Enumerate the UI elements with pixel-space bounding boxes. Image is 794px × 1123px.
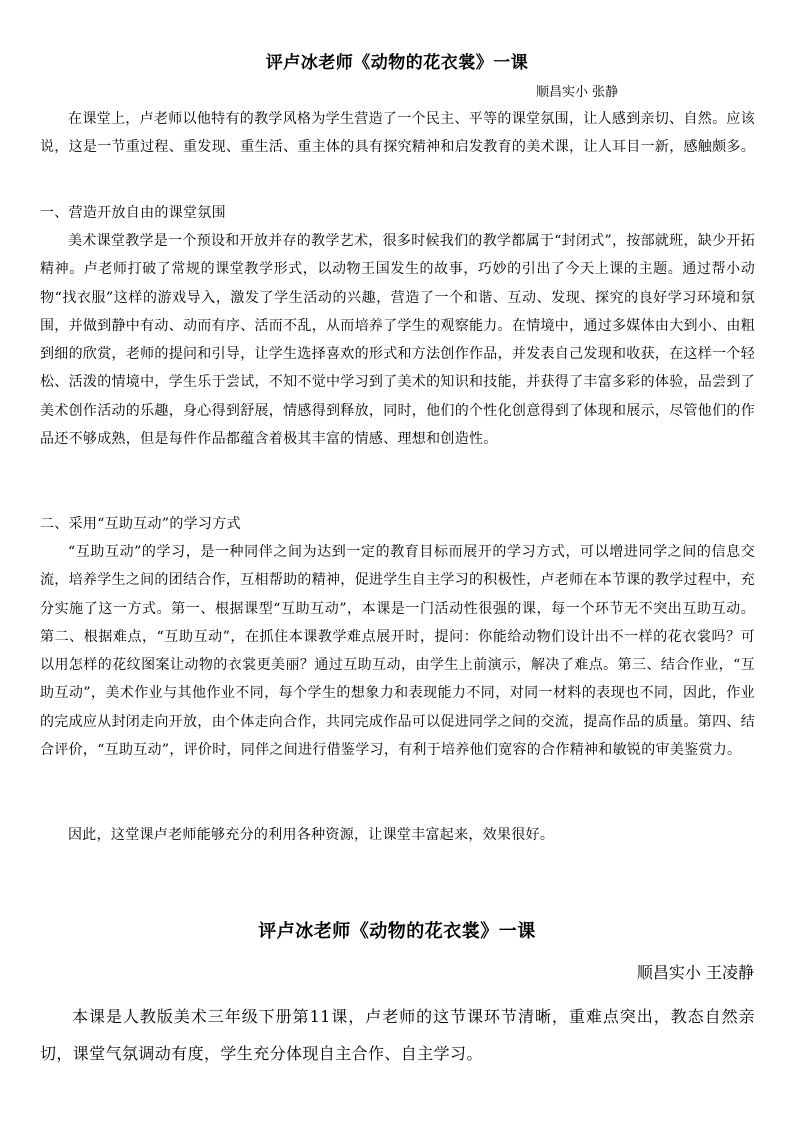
- article1-section2-paragraph: “互助互动”的学习，是一种同伴之间为达到一定的教育目标而展开的学习方式，可以增进同学之间的信息交流，培养学生之间的团结合作，互相帮助的精神，促进学生自主学习的积极性，卢老师在本节课的教学过程中，充分实施了这一方式。第一、根据课型“互助互动”，本课是一门活动性很强的课，每一个环节无不突出互助互动。第二、根据难点，“互助互动”，在抓住本课教学难点展开时，提问：你能给动物们设计出不一样的花衣裳吗？可以用怎样的花纹图案让动物的衣裳更美丽？通过互助互动，由学生上前演示，解决了难点。第三、结合作业，“互助互动”，美术作业与其他作业不同，每个学生的想象力和表现能力不同，对同一材料的表现也不同，因此，作业的完成应从封闭走向开放，由个体走向合作，共同完成作品可以促进同学之间的交流，提高作品的质量。第四、结合评价，“互助互动”，评价时，同伴之间进行借鉴学习，有利于培养他们宽容的合作精神和敏锐的审美鉴赏力。: [40, 544, 755, 759]
- article1-section1-heading: 一、营造开放自由的课堂氛围: [40, 205, 226, 221]
- article1-intro-paragraph: 在课堂上，卢老师以他特有的教学风格为学生营造了一个民主、平等的课堂氛围，让人感到亲切、自然。应该说，这是一节重过程、重发现、重生活、重主体的具有探究精神和启发教育的美术课，让人耳目一新，感触颇多。: [40, 111, 755, 156]
- article2-body-paragraph: 本课是人教版美术三年级下册第11课，卢老师的这节课环节清晰，重难点突出，教态自然亲切，课堂气氛调动有度，学生充分体现自主合作、自主学习。: [40, 1007, 755, 1063]
- article1-section1-paragraph: 美术课堂教学是一个预设和开放并存的教学艺术，很多时候我们的教学都属于“封闭式”，按部就班，缺少开拓精神。卢老师打破了常规的课堂教学形式，以动物王国发生的故事，巧妙的引出了今天上课的主题。通过帮小动物“找衣服”这样的游戏导入，激发了学生活动的兴趣，营造了一个和谐、互动、发现、探究的良好学习环境和氛围，并做到静中有动、动而有序、活而不乱，从而培养了学生的观察能力。在情境中，通过多媒体由大到小、由粗到细的欣赏，老师的提问和引导，让学生选择喜欢的形式和方法创作作品，并发表自己发现和收获，在这样一个轻松、活泼的情境中，学生乐于尝试，不知不觉中学习到了美术的知识和技能，并获得了丰富多彩的体验，品尝到了美术创作活动的乐趣，身心得到舒展，情感得到释放，同时，他们的个性化创意得到了体现和展示，尽管他们的作品还不够成熟，但是每件作品都蕴含着极其丰富的情感、理想和创造性。: [40, 233, 755, 448]
- article1-conclusion-paragraph: 因此，这堂课卢老师能够充分的利用各种资源，让课堂丰富起来，效果很好。: [68, 827, 555, 843]
- article2-author: 顺昌实小 王凌静: [636, 963, 754, 982]
- article1-title: 评卢冰老师《动物的花衣裳》一课: [265, 53, 529, 73]
- article1-section2-heading: 二、采用“互助互动”的学习方式: [40, 516, 241, 532]
- article2-title: 评卢冰老师《动物的花衣裳》一课: [258, 921, 536, 942]
- article1-author: 顺昌实小 张静: [536, 85, 619, 100]
